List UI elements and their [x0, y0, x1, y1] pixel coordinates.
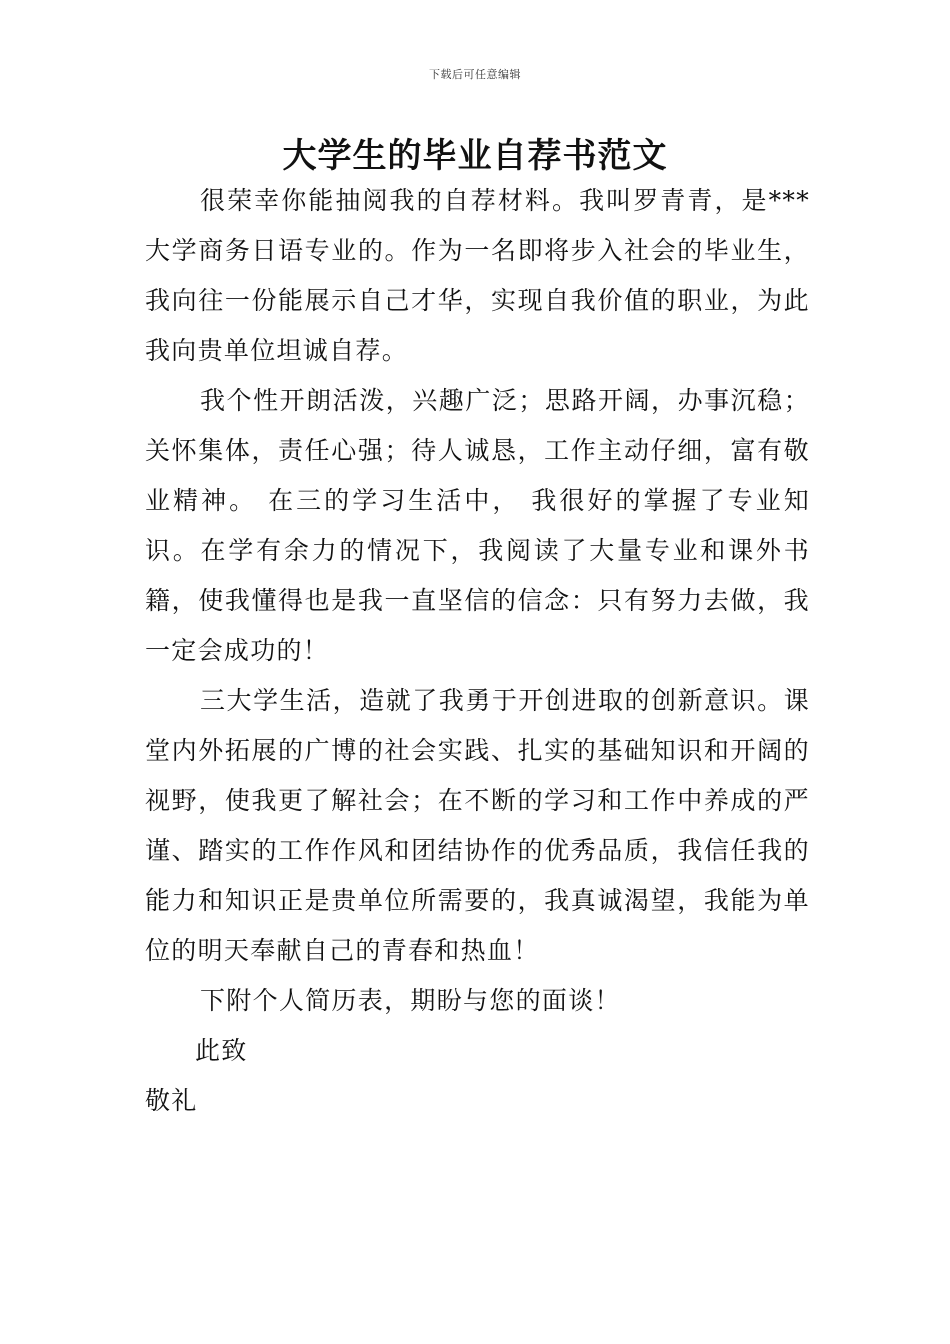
- paragraph-university-life: 三大学生活，造就了我勇于开创进取的创新意识。课堂内外拓展的广博的社会实践、扎实的基础知识和开阔的视野，使我更了解社会；在不断的学习和工作中养成的严谨、踏实的工作作风和团结协作的优秀品质，我信任我的能力和知识正是贵单位所需要的，我真诚渴望，我能为单位的明天奉献自己的青春和热血！: [145, 686, 810, 965]
- header-note: 下载后可任意编辑: [429, 68, 521, 81]
- document-body: [145, 176, 810, 1126]
- salute-phrase: 敬礼: [145, 1086, 198, 1115]
- closing-phrase: 此致: [195, 1036, 248, 1065]
- paragraph-personality: 我个性开朗活泼，兴趣广泛；思路开阔，办事沉稳；关怀集体，责任心强；待人诚恳，工作主动仔细，富有敬业精神。 在三的学习生活中， 我很好的掌握了专业知识。在学有余力的情况下，我阅读了大量专业和课外书籍，使我懂得也是我一直坚信的信念：只有努力去做，我一定会成功的！: [145, 386, 810, 665]
- document-title: 大学生的毕业自荐书范文: [282, 136, 668, 176]
- paragraph-attachment: 下附个人简历表，期盼与您的面谈！: [200, 986, 621, 1015]
- paragraph-intro: 很荣幸你能抽阅我的自荐材料。我叫罗青青，是***大学商务日语专业的。作为一名即将步入社会的毕业生，我向往一份能展示自己才华，实现自我价值的职业，为此我向贵单位坦诚自荐。: [145, 186, 810, 365]
